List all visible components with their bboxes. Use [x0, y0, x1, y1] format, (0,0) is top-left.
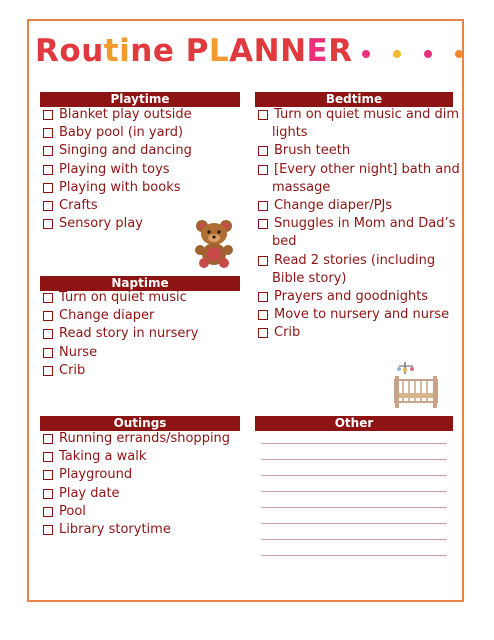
- checkbox[interactable]: [258, 201, 268, 211]
- list-item: [258, 142, 460, 160]
- decorative-dot: [362, 50, 370, 58]
- list-item: [258, 106, 460, 124]
- naptime-header: Naptime: [40, 276, 240, 291]
- checkbox[interactable]: [258, 292, 268, 302]
- list-item: [43, 503, 230, 521]
- list-item-label: Baby pool (in yard): [59, 125, 184, 141]
- list-item-label: Crib: [274, 325, 301, 341]
- checkbox[interactable]: [258, 328, 268, 338]
- list-item-label: [Every other night] bath and: [274, 161, 460, 177]
- list-item: [43, 362, 198, 380]
- list-item: [258, 288, 460, 306]
- list-item: [43, 430, 230, 448]
- list-item: [43, 161, 192, 179]
- list-item-label: Brush teeth: [274, 143, 351, 159]
- list-item-label: Turn on quiet music and dim: [274, 107, 460, 122]
- list-item-label: Move to nursery and nurse: [274, 307, 450, 323]
- list-item-label: Turn on quiet music: [59, 290, 187, 305]
- list-item: [43, 106, 192, 124]
- writing-line[interactable]: [261, 459, 447, 460]
- decorative-dot: [393, 50, 401, 58]
- checkbox[interactable]: [43, 311, 53, 321]
- list-item: [43, 179, 192, 197]
- checkbox[interactable]: [43, 219, 53, 229]
- list-item: [43, 289, 198, 307]
- decorative-dot: [424, 50, 432, 58]
- title-letter: e: [152, 33, 175, 69]
- checkbox[interactable]: [258, 219, 268, 229]
- title-letter: n: [130, 33, 153, 69]
- list-item-label: Blanket play outside: [59, 107, 192, 122]
- checkbox[interactable]: [43, 366, 53, 376]
- playtime-header: Playtime: [40, 92, 240, 107]
- list-item-label: Nurse: [59, 344, 98, 360]
- list-item-label: Snuggles in Mom and Dad’s: [274, 216, 456, 232]
- outings-list: [43, 430, 230, 539]
- checkbox[interactable]: [43, 146, 53, 156]
- decorative-dot: [455, 50, 463, 58]
- writing-line[interactable]: [261, 555, 447, 556]
- checkbox[interactable]: [43, 128, 53, 138]
- list-item-label: Playing with toys: [59, 161, 170, 177]
- list-item-label: Prayers and goodnights: [274, 288, 429, 304]
- list-item-label: Crib: [59, 362, 86, 378]
- page-title: [35, 28, 353, 74]
- list-item-label: Playground: [59, 467, 133, 483]
- checkbox[interactable]: [258, 165, 268, 175]
- writing-line[interactable]: [261, 443, 447, 444]
- list-item-label: Sensory play: [59, 216, 143, 232]
- list-item: [43, 325, 198, 343]
- title-letter: [174, 33, 185, 69]
- list-item: [43, 124, 192, 142]
- list-item-label: Running errands/shopping: [59, 431, 231, 446]
- list-item-label: massage: [272, 179, 331, 195]
- writing-line[interactable]: [261, 539, 447, 540]
- outings-header: Outings: [40, 416, 240, 431]
- list-item: [43, 344, 198, 362]
- checkbox[interactable]: [43, 489, 53, 499]
- title-letter: E: [306, 33, 329, 69]
- list-item: [258, 197, 460, 215]
- title-letter: L: [208, 33, 230, 69]
- checkbox[interactable]: [43, 525, 53, 535]
- list-item-continuation: [258, 124, 460, 142]
- list-item-label: Library storytime: [59, 521, 171, 537]
- crib-icon: [393, 360, 439, 408]
- list-item: [43, 466, 230, 484]
- title-letter: u: [81, 33, 104, 69]
- list-item-label: Play date: [59, 485, 120, 501]
- title-letter: R: [35, 33, 60, 69]
- list-item-continuation: [258, 179, 460, 197]
- bedtime-list: [258, 106, 460, 342]
- checkbox[interactable]: [258, 310, 268, 320]
- checkbox[interactable]: [258, 110, 268, 120]
- list-item-label: Crafts: [59, 197, 98, 213]
- title-letter: N: [280, 33, 307, 69]
- list-item: [43, 521, 230, 539]
- list-item-continuation: [258, 233, 460, 251]
- list-item: [43, 448, 230, 466]
- checkbox[interactable]: [43, 507, 53, 517]
- list-item: [43, 215, 192, 233]
- other-header: Other: [255, 416, 453, 431]
- teddy-bear-icon: [192, 218, 236, 268]
- checkbox[interactable]: [43, 434, 53, 444]
- title-letter: R: [328, 33, 353, 69]
- list-item-label: Change diaper/PJs: [274, 197, 393, 213]
- checkbox[interactable]: [43, 183, 53, 193]
- title-letter: t: [103, 33, 120, 69]
- writing-line[interactable]: [261, 507, 447, 508]
- list-item-label: Read story in nursery: [59, 326, 199, 342]
- title-letter: P: [185, 33, 209, 69]
- list-item-label: Change diaper: [59, 308, 155, 324]
- list-item: [258, 161, 460, 179]
- checkbox[interactable]: [43, 165, 53, 175]
- bedtime-header: Bedtime: [255, 92, 453, 107]
- list-item-label: Taking a walk: [59, 449, 147, 465]
- checkbox[interactable]: [43, 348, 53, 358]
- list-item: [43, 485, 230, 503]
- list-item-label: bed: [272, 234, 297, 250]
- list-item-label: Playing with books: [59, 179, 181, 195]
- checkbox[interactable]: [43, 293, 53, 303]
- checkbox[interactable]: [43, 452, 53, 462]
- writing-line[interactable]: [261, 491, 447, 492]
- writing-line[interactable]: [261, 523, 447, 524]
- title-letter: i: [119, 33, 131, 69]
- list-item: [258, 215, 460, 233]
- list-item: [258, 252, 460, 270]
- checkbox[interactable]: [43, 110, 53, 120]
- list-item-label: Bible story): [272, 270, 347, 286]
- list-item-label: Pool: [59, 503, 86, 519]
- checkbox[interactable]: [258, 146, 268, 156]
- naptime-list: [43, 289, 198, 380]
- list-item: [43, 142, 192, 160]
- checkbox[interactable]: [43, 201, 53, 211]
- title-letter: o: [59, 33, 82, 69]
- title-letter: A: [229, 33, 254, 69]
- list-item: [258, 306, 460, 324]
- checkbox[interactable]: [43, 470, 53, 480]
- list-item: [43, 197, 192, 215]
- list-item-label: Read 2 stories (including: [274, 252, 436, 268]
- writing-line[interactable]: [261, 475, 447, 476]
- list-item: [258, 324, 460, 342]
- list-item-label: lights: [272, 125, 308, 141]
- playtime-list: [43, 106, 192, 233]
- checkbox[interactable]: [43, 329, 53, 339]
- list-item: [43, 307, 198, 325]
- title-letter: N: [253, 33, 281, 69]
- list-item-label: Singing and dancing: [59, 143, 192, 159]
- list-item-continuation: [258, 270, 460, 288]
- checkbox[interactable]: [258, 256, 268, 266]
